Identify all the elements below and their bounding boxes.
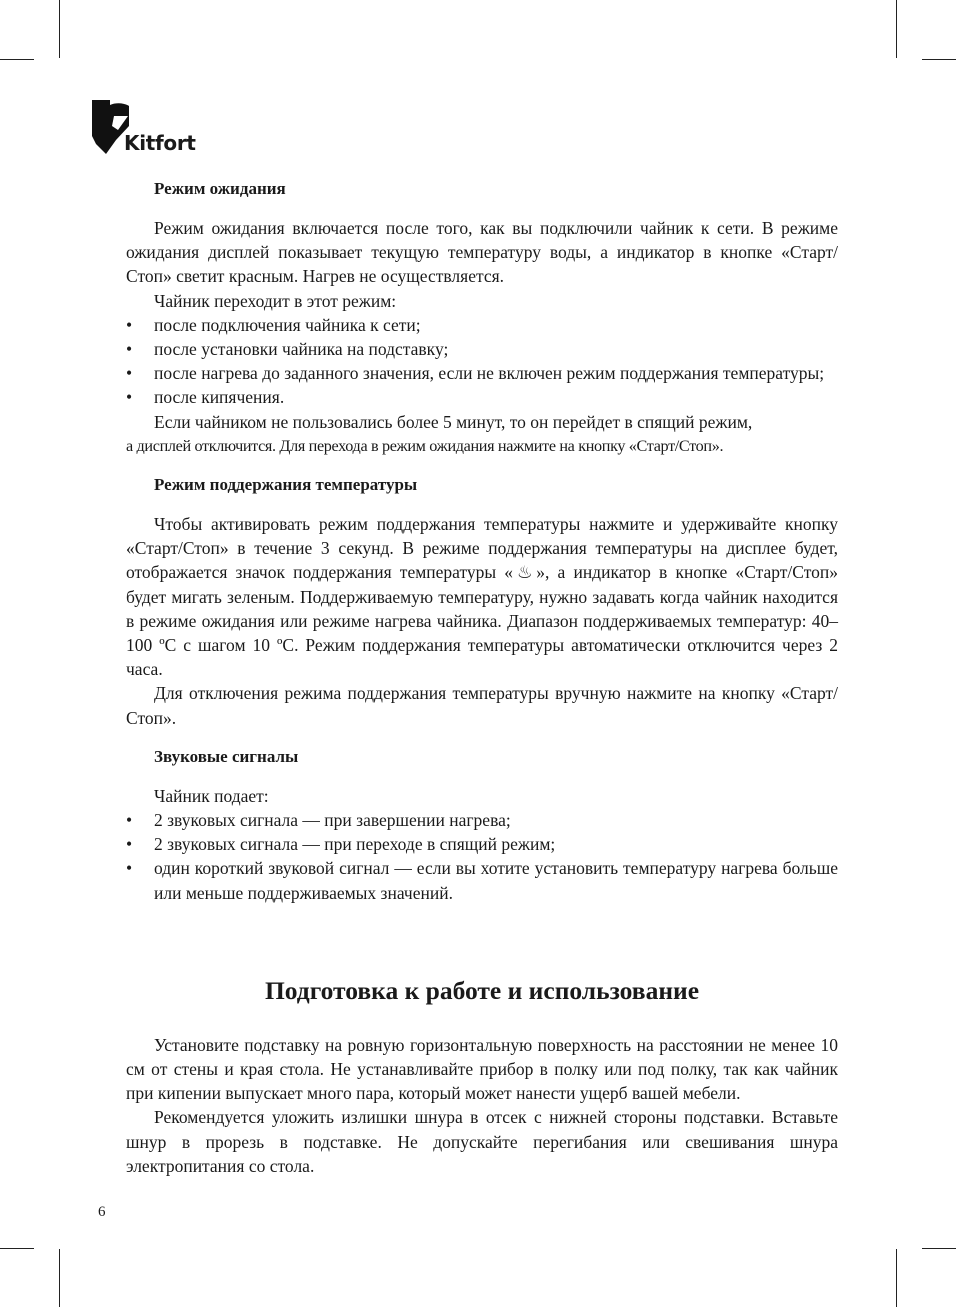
crop-mark [896, 1249, 897, 1307]
list-item: • после кипячения. [126, 385, 838, 409]
paragraph: Чайник переходит в этот режим: [154, 290, 397, 311]
crop-mark [59, 1249, 60, 1307]
section-heading-standby: Режим ожидания [154, 179, 286, 198]
section-heading-sounds: Звуковые сигналы [154, 746, 299, 766]
crop-mark [0, 59, 34, 60]
text: Чтобы активировать режим поддержания температуры нажмите и удерживайте кнопку «Старт/Стоп» в течение 3 секунд. В режиме поддержания температуры на дисплее будет, отображается значок поддержания температуры « [126, 514, 838, 583]
brand-name: Kitfort [124, 131, 196, 155]
paragraph: Режим ожидания включается после того, как вы подключили чайник к сети. В режиме ожидания дисплей показывает текущую температуру воды, а индикатор в кнопке «Старт/Стоп» светит красным. Нагрев не осуществляется. [126, 218, 838, 287]
paragraph: Установите подставку на ровную горизонтальную поверхность на расстоянии не менее 10 см от стены и края стола. Не устанавливайте прибор в полку или под полку, так как чайник при кипении выпускает много пара, который может нанести ущерб вашей мебели. [126, 1034, 838, 1104]
crop-mark [922, 59, 956, 60]
crop-mark [896, 0, 897, 58]
paragraph: Рекомендуется уложить излишки шнура в отсек с нижней стороны подставки. Вставьте шнур в прорезь в подставке. Не допускайте перегибания или свешивания шнура электропитания со стола. [126, 1107, 838, 1176]
crop-mark [0, 1248, 34, 1249]
bullet-list [126, 313, 838, 410]
keep-warm-icon: ♨ [513, 562, 537, 583]
list-item: • один короткий звуковой сигнал — если вы хотите установить температуру нагрева больше или меньше поддерживаемых значений. [126, 856, 838, 904]
paragraph: Для отключения режима поддержания температуры вручную нажмите на кнопку «Старт/Стоп». [126, 683, 838, 728]
bullet-list [126, 808, 838, 905]
brand-logo [92, 100, 232, 156]
list-item: • 2 звуковых сигнала — при переходе в спящий режим; [126, 832, 838, 856]
list-item: • после подключения чайника к сети; [126, 313, 838, 337]
list-item: • после установки чайника на подставку; [126, 337, 838, 361]
list-item: • после нагрева до заданного значения, если не включен режим поддержания температуры; [126, 361, 838, 385]
list-item: • 2 звуковых сигнала — при завершении нагрева; [126, 808, 838, 832]
paragraph: Если чайником не пользовались более 5 минут, то он перейдет в спящий режим, [154, 411, 753, 432]
page-content [126, 176, 838, 1178]
section-heading-keep-warm: Режим поддержания температуры [154, 475, 418, 495]
page-number: 6 [98, 1204, 106, 1220]
paragraph [126, 512, 838, 681]
paragraph: а дисплей отключится. Для перехода в режим ожидания нажмите на кнопку «Старт/Стоп». [126, 436, 724, 455]
text: », а индикатор в кнопке «Старт/Стоп» будет мигать зеленым. Поддерживаемую температуру, нужно задавать когда чайник находится в режиме ожидания или режиме нагрева чайника. Диапазон поддерживаемых температур: 40–100 ºС с шагом 10 ºС. Режим поддержания температуры автоматически отключится через 2 часа. [126, 562, 838, 680]
crop-mark [59, 0, 60, 58]
section-title-preparation: Подготовка к работе и использование [264, 975, 700, 1005]
crop-mark [922, 1248, 956, 1249]
paragraph: Чайник подает: [154, 785, 269, 806]
